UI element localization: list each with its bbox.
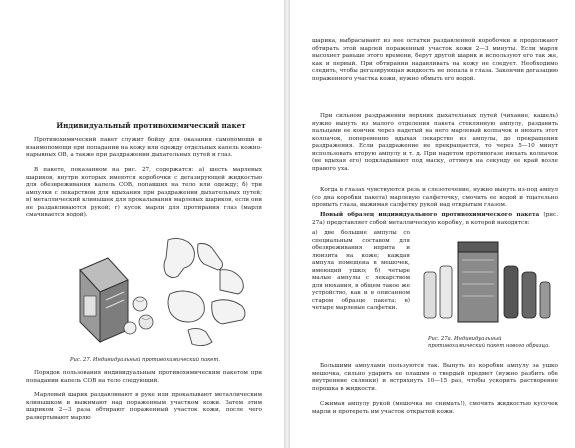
- left-paragraph-4: Марлевый шарик раздавливают в руке или прокалывают металлическим клинышком и выжимают над пораженным участком кожи. Затем этим шариком 2—3 раза обтирают пораженный участок кожи, после чего развертывают марлю: [26, 392, 262, 421]
- pack-box-drawing: [80, 258, 128, 342]
- left-page: [0, 0, 285, 448]
- right-paragraph-1: шарика, выбрасывают из нее остатки раздавленной коробочки и продолжают обтирать этой марлей пораженный участок кожи 2—3 минуты. Если марля высохнет раньше этого времени, берут другой шарик и используют его так же, как и первый. При обтирании надавливать на кожу не следует. Необходимо следить, чтобы дегазирующая жидкость не попала в глаза. Закончив дегазацию пораженного участка кожи, нужно обмыть его водой.: [312, 38, 558, 82]
- new-pack-intro: (рис. 27а) представляет собой металлическую коробку, в которой находятся:: [312, 212, 559, 226]
- hands-drawing: [164, 238, 245, 345]
- right-page: [290, 0, 575, 448]
- right-paragraph-2: При сильном раздражении верхних дыхательных путей (чихание, кашель) нужно вынуть из малого отделения пакета стеклянную ампулу, раздавить пальцами ее кончик через надетый на него марлевый колпачок и нюхать этот колпачок, попеременно вдыхая лекарство из ампулы, до прекращения раздражения. Если раздражение не прекращается, то через 5—10 минут использовать вторую ампулу и т. д. При надетом противогазе нюхать колпачок (не вдыхая его) подкладывают под маску, оттянув на секунду ее край возле правого уха.: [312, 113, 558, 172]
- left-paragraph-2: В пакете, показанном на рис. 27, содержатся: а) шесть марлевых шариков, внутри которых имеются коробочки с дегазирующей жидкостью для обезвреживания капель СОВ, попавших на тело или одежду; б) три ампулки с лекарством для вдыхания при раздражении дыхательных путей; в) металлический клинышек для прокалывания марлевых шариков, если они не раздавливаются рукой; г) кусок марли для протирания глаз (марля смачивается водой).: [26, 167, 262, 218]
- new-pack-heading: Новый образец индивидуального противохимического пакета: [320, 212, 540, 218]
- right-paragraph-3: Когда в глазах чувствуются резь и слезотечение, нужно вынуть из-под ампул (со дна коробки пакета) марлевую салфеточку, смочить ее водой и тщательно промыть глаза, выжимая салфетку рукой над открытым глазом.: [312, 187, 558, 208]
- left-top-text: [26, 2, 262, 68]
- figure-27a-illustration: [418, 232, 556, 332]
- left-paragraph-3: Порядок пользования индивидуальным противохимическим пакетом при попадании капель СОВ на тело следующий.: [26, 370, 262, 384]
- right-paragraph-6: Сжимая ампулу рукой (мешочка не снимать!), смочить жидкостью кусочек марли и протереть им участок открытой кожи.: [312, 401, 558, 415]
- right-contents-list: а) две большие ампулы со специальным составом для обезвреживания иприта и люизита на коже; каждая ампула помещена в мешочек, имеющий ушко; б) четыре малые ампулы с лекарством для нюхания, в общем такое же устройство, как и в описанном старом образце пакета; в) четыре марлевые салфетки.: [312, 230, 410, 311]
- metal-box-drawing: [458, 242, 498, 322]
- right-paragraph-5: Большими ампулами пользуются так. Вынуть из коробки ампулу за ушко мешочка, сильно ударить ее плашмя о твердый предмет (нужно разбить обе внутренние склянки) и встряхнуть 10—15 раз, чтобы ускорить растворение порошка в жидкости.: [312, 363, 558, 392]
- figure-27a-caption: Рис. 27а. Индивидуальный противохимический пакет нового образца.: [428, 336, 550, 349]
- figure-27-caption: Рис. 27. Индивидуальный противохимический пакет.: [70, 357, 220, 363]
- figure-27-illustration: [70, 230, 260, 348]
- right-paragraph-4: [312, 212, 558, 227]
- left-section-title: Индивидуальный противохимический пакет: [56, 121, 246, 130]
- left-paragraph-1: Противохимический пакет служит бойцу для оказания самопомощи и взаимопомощи при попадании на кожу или одежду отдельных капель кожно-нарывных ОВ, а также при раздражении дыхательных путей и глаз.: [26, 137, 262, 158]
